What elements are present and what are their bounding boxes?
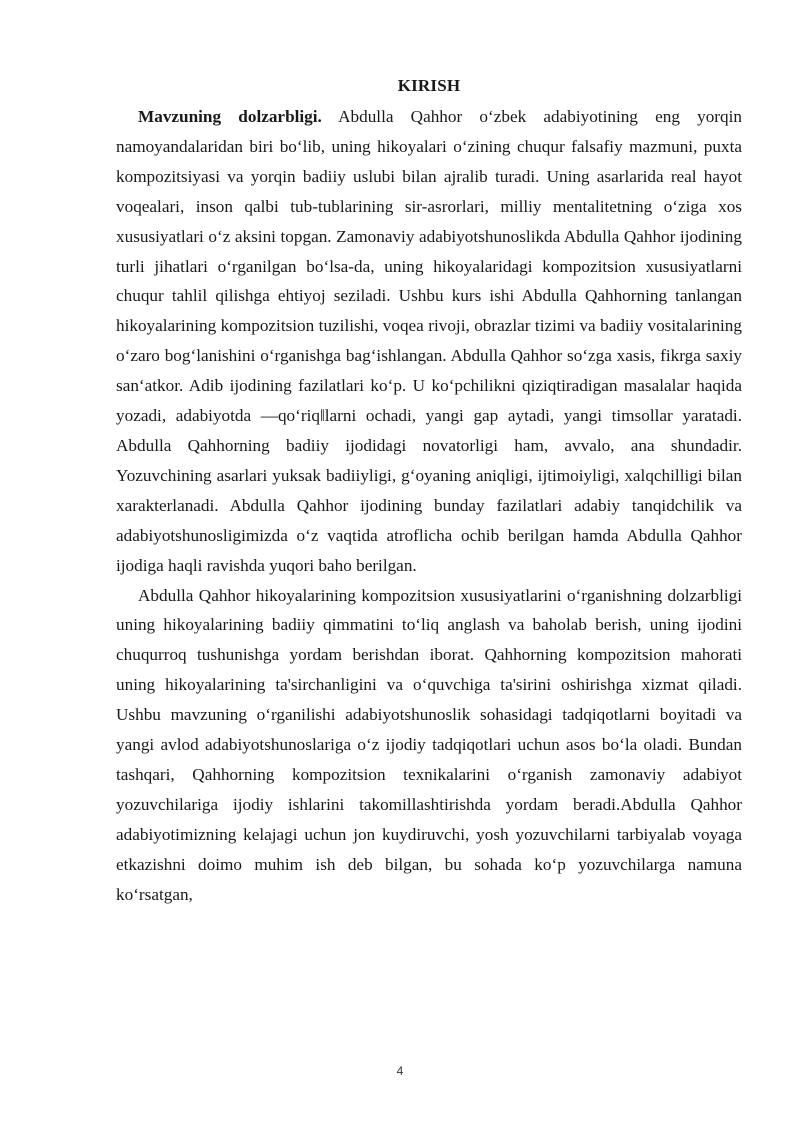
document-page — [116, 72, 742, 909]
paragraph-body: Abdulla Qahhor o‘zbek adabiyotining eng yorqin namoyandalaridan biri bo‘lib, uning hikoyalari o‘zining chuqur falsafiy mazmuni, puxta kompozitsiyasi va yorqin badiiy uslubi bilan ajralib turadi. Uning asarlarida real hayot voqealari, inson qalbi tub-tublarining sir-asrorlari, milliy mentalitetning o‘ziga xos xususiyatlari o‘z aksini topgan. Zamonaviy adabiyotshunoslikda Abdulla Qahhor ijodining turli jihatlari o‘rganilgan bo‘lsa-da, uning hikoyalaridagi kompozitsion xususiyatlarni chuqur tahlil qilishga ehtiyoj seziladi. Ushbu kurs ishi Abdulla Qahhorning tanlangan hikoyalarining kompozitsion tuzilishi, voqea rivoji, obrazlar tizimi va badiiy vositalarining o‘zaro bog‘lanishini o‘rganishga bag‘ishlangan. Abdulla Qahhor so‘zga xasis, fikrga saxiy san‘atkor. Adib ijodining fazilatlari ko‘p. U ko‘pchilikni qiziqtiradigan masalalar haqida yozadi, adabiyotda ―qo‘riq‖larni ochadi, yangi gap aytadi, yangi timsollar yaratadi. Abdulla Qahhorning badiiy ijodidagi novatorligi ham, avvalo, ana shundadir. Yozuvchining asarlari yuksak badiiyligi, g‘oyaning aniqligi, ijtimoiyligi, xalqchilligi bilan xarakterlanadi. Abdulla Qahhor ijodining bunday fazilatlari adabiy tanqidchilik va adabiyotshunosligimizda o‘z vaqtida atroflicha ochib berilgan hamda Abdulla Qahhor ijodiga haqli ravishda yuqori baho berilgan. — [116, 107, 742, 575]
paragraph-lead-title: Mavzuning dolzarbligi. — [138, 107, 322, 126]
page-number: 4 — [396, 1064, 404, 1078]
paragraph-composition — [116, 581, 742, 910]
paragraph-relevance — [116, 102, 742, 581]
section-heading: KIRISH — [397, 76, 461, 95]
paragraph-body: Abdulla Qahhor hikoyalarining kompozitsion xususiyatlarini o‘rganishning dolzarbligi uning hikoyalarining badiiy qimmatini to‘liq anglash va baholab berish, uning ijodini chuqurroq tushunishga yordam berishdan iborat. Qahhorning kompozitsion mahorati uning hikoyalarining ta'sirchanligini va o‘quvchiga ta'sirini oshirishga xizmat qiladi. Ushbu mavzuning o‘rganilishi adabiyotshunoslik sohasidagi tadqiqotlarni boyitadi va yangi avlod adabiyotshunoslariga o‘z ijodiy tadqiqotlari uchun asos bo‘la oladi. Bundan tashqari, Qahhorning kompozitsion texnikalarini o‘rganish zamonaviy adabiyot yozuvchilariga ijodiy ishlarini takomillashtirishda yordam beradi.Abdulla Qahhor adabiyotimizning kelajagi uchun jon kuydiruvchi, yosh yozuvchilarni tarbiyalab voyaga etkazishni doimo muhim ish deb bilgan, bu sohada ko‘p yozuvchilarga namuna ko‘rsatgan, — [116, 585, 742, 904]
